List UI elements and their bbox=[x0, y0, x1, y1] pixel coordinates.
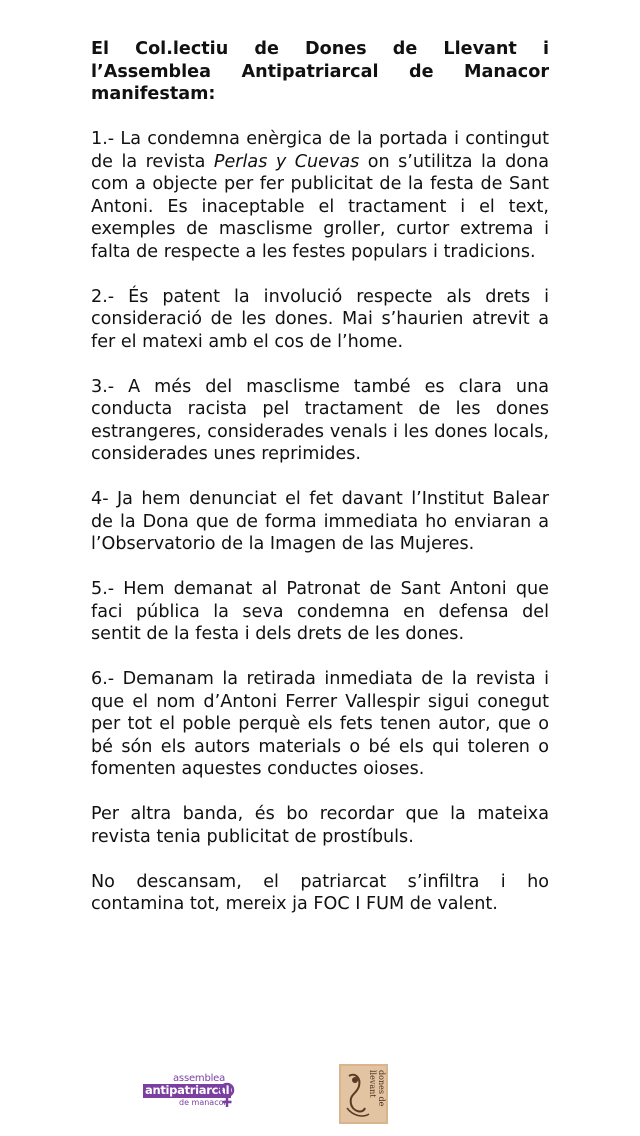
manifesto-document bbox=[91, 38, 549, 916]
dones-logo-text: dones de llevant bbox=[368, 1070, 386, 1107]
magazine-title: Perlas y Cuevas bbox=[213, 151, 360, 172]
logo-line-antipatriarcal: antipatriarcal bbox=[145, 1083, 230, 1097]
point-1 bbox=[91, 128, 549, 263]
point-4: 4- Ja hem denunciat el fet davant l’Institut Balear de la Dona que de forma immediata ho enviaran a l’Observatorio de la Imagen de las Mujeres. bbox=[91, 489, 549, 554]
closing-paragraph-2: No descansam, el patriarcat s’infiltra i ho contamina tot, mereix ja FOC I FUM de valent. bbox=[91, 871, 549, 914]
footer-logos bbox=[0, 1060, 640, 1130]
point-3: 3.- A més del masclisme també es clara una conducta racista pel tractament de les dones estrangeres, considerades venals i les dones locals, considerades unes reprimides. bbox=[91, 376, 549, 464]
point-1-text-start: 1.- La condemna enèrgica de la portada i contingut de la revista bbox=[91, 129, 549, 172]
logo-line-manacor: de manacor bbox=[179, 1098, 227, 1107]
logo-line-assemblea: assemblea bbox=[173, 1073, 226, 1084]
dones-de-llevant-logo bbox=[339, 1064, 388, 1124]
venus-symbol-icon bbox=[219, 1082, 235, 1108]
point-5: 5.- Hem demanat al Patronat de Sant Antoni que faci pública la seva condemna en defensa del sentit de la festa i dels drets de les dones. bbox=[91, 579, 549, 644]
point-1-text-end: on s’utilitza la dona com a objecte per fer publicitat de la festa de Sant Antoni. Es inaceptable el tractament i el text, exemples de masclisme groller, curtor extrema i falta de respecte a les festes populars i tradicions. bbox=[91, 151, 549, 262]
closing-paragraph-1: Per altra banda, és bo recordar que la mateixa revista tenia publicitat de prostíbuls. bbox=[91, 804, 549, 847]
assemblea-antipatriarcal-logo bbox=[143, 1074, 239, 1110]
manifesto-heading: El Col.lectiu de Dones de Llevant i l’Assemblea Antipatriarcal de Manacor manifestam: bbox=[91, 39, 549, 104]
point-6: 6.- Demanam la retirada inmediata de la revista i que el nom d’Antoni Ferrer Vallespir sigui conegut per tot el poble perquè els fets tenen autor, que o bé són els autors materials o bé els qui toleren o fomenten aquestes conductes oioses. bbox=[91, 669, 549, 779]
point-2: 2.- És patent la involució respecte als drets i consideració de les dones. Mai s’haurien atrevit a fer el matexi amb el cos de l’home. bbox=[91, 286, 549, 352]
